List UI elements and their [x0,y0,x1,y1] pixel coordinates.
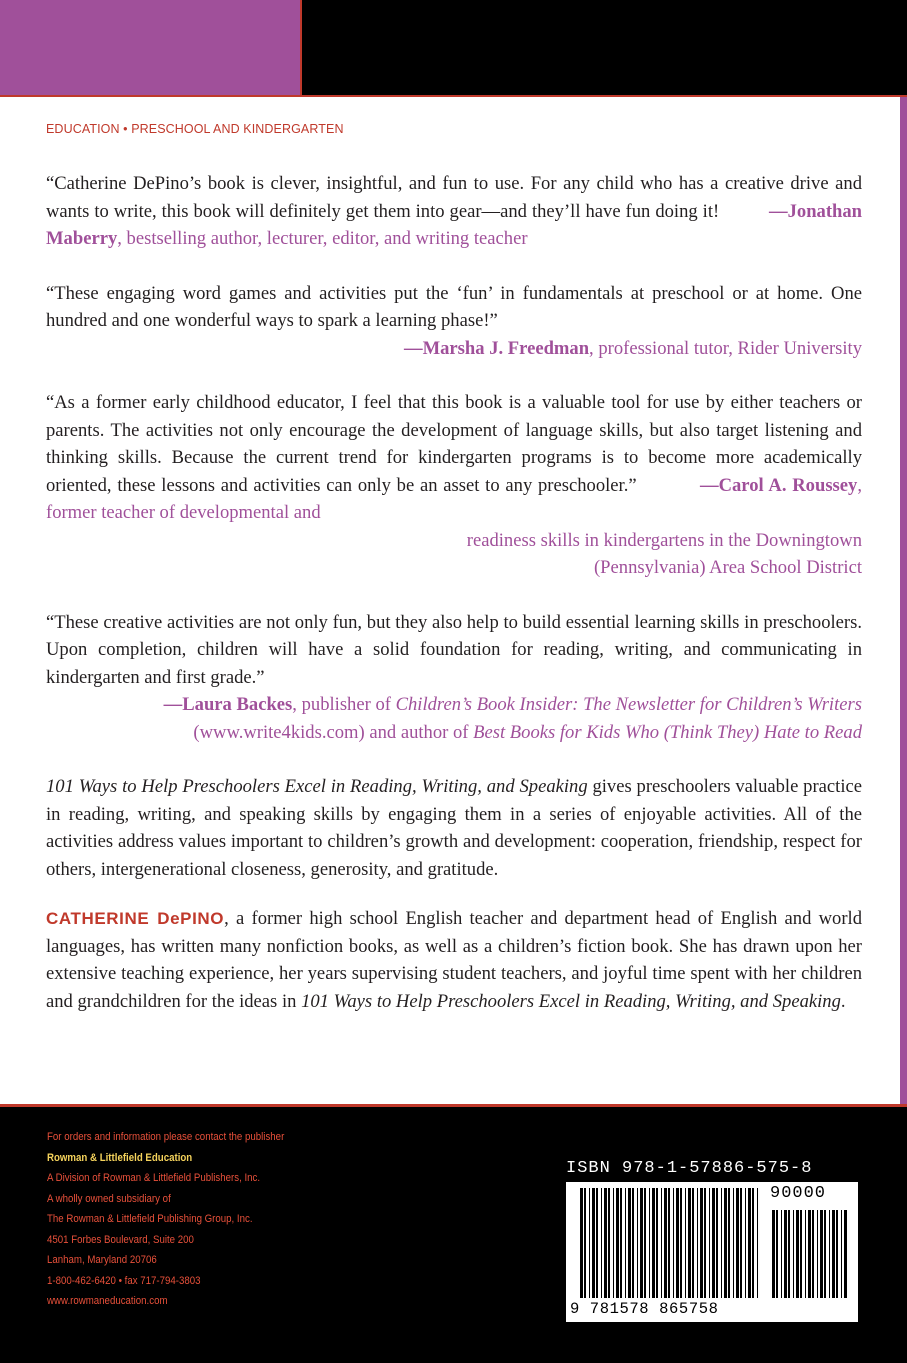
barcode-bar [728,1188,730,1298]
barcode-bar [649,1188,650,1298]
quote-text: “These creative activities are not only fun, but they also help to build essential learning skills in preschoolers. Upon completion, children will have a solid foundation for reading, writing, and communicating in kindergarten and first grade.” [46,611,862,688]
barcode-bar [673,1188,674,1298]
barcode-bar [824,1210,826,1298]
top-purple-panel [0,0,302,97]
quote-text: “Catherine DePino’s book is clever, insightful, and fun to use. For any child who has a creative drive and wants to write, this book will definitely get them into gear—and they’ll have fun doing it! [46,173,862,222]
barcode-bar [817,1210,818,1298]
barcode-bar [580,1188,583,1298]
barcode-bar [844,1210,847,1298]
barcode-bar [608,1188,610,1298]
barcode-bar [589,1188,590,1298]
barcode-bar [709,1188,710,1298]
barcode-bar [832,1210,835,1298]
barcode-bar [625,1188,626,1298]
barcode-bar [652,1188,655,1298]
barcode-bar [812,1210,814,1298]
isbn-label: ISBN 978-1-57886-575-8 [566,1159,813,1178]
barcode-bar [788,1210,790,1298]
book-description: 101 Ways to Help Preschoolers Excel in Reading, Writing, and Speaking gives preschoolers valuable practice in reading, writing, and speaking skills by engaging them in a series of enjoyable activities. All of the activities address values important to children’s growth and development: cooperation, friendship, respect for others, intergenerational closeness, generosity, and gratitude. [46,776,862,880]
barcode-bar [644,1188,646,1298]
barcode-bar [829,1210,830,1298]
barcode-bar [805,1210,806,1298]
barcode-bar [628,1188,631,1298]
price-code: 90000 [770,1184,827,1203]
barcode-bar [601,1188,602,1298]
barcode-bar [640,1188,643,1298]
barcode-bar [757,1188,758,1298]
top-black-panel [302,0,907,97]
quote-3 [46,389,862,582]
barcode-bar [772,1210,775,1298]
barcode-bar [584,1188,586,1298]
book-title: 101 Ways to Help Preschoolers Excel in Reading, Writing, and Speaking [46,776,588,797]
barcode-bars-icon [572,1188,852,1300]
barcode-bar [836,1210,838,1298]
barcode-bar [680,1188,682,1298]
barcode-bar [736,1188,739,1298]
barcode-bar [604,1188,607,1298]
barcode-bar [661,1188,662,1298]
barcode-bar [784,1210,787,1298]
barcode-digits: 9 781578 865758 [570,1300,719,1318]
back-cover-text [46,170,862,1015]
barcode-bar [716,1188,718,1298]
barcode-bar [745,1188,746,1298]
barcode-bar [704,1188,706,1298]
barcode-bar [688,1188,691,1298]
barcode-bar [808,1210,811,1298]
barcode-bar [800,1210,802,1298]
barcode-bar [664,1188,667,1298]
publisher-name: Rowman & Littlefield Education [47,1151,193,1164]
barcode-bar [676,1188,679,1298]
barcode-bar [616,1188,619,1298]
barcode-bar [697,1188,698,1298]
barcode-bar [637,1188,638,1298]
quote-text: “As a former early childhood educator, I feel that this book is a valuable tool for use by either teachers or parents. The activities not only encourage the development of language skills, but also target listening and thinking skills. Because the current trend for kindergarten programs is to become more academically oriented, these lessons and activities can only be an asset to any preschooler.” [46,392,862,496]
quote-2 [46,280,862,363]
barcode-bar [692,1188,694,1298]
quote-attribution: —Jonathan Maberry, bestselling author, lecturer, editor, and writing teacher [46,200,862,249]
publisher-website: www.rowmaneducation.com [47,1295,168,1307]
barcode-bar [592,1188,595,1298]
book-title-ref: 101 Ways to Help Preschoolers Excel in Reading, Writing, and Speaking [301,990,841,1012]
quote-attribution-line2: (www.write4kids.com) and author of Best Books for Kids Who (Think They) Hate to Read [193,721,862,743]
barcode-bar [793,1210,794,1298]
barcode-bar [620,1188,622,1298]
quote-text: “These engaging word games and activities put the ‘fun’ in fundamentals at preschool or at home. One hundred and one wonderful ways to spark a learning phase!” [46,282,862,331]
barcode-bar [781,1210,782,1298]
barcode-bar [740,1188,742,1298]
publisher-info: For orders and information please contact the publisher Rowman & Littlefield Education A Division of Rowman & Littlefield Publishers, Inc. A wholly owned subsidiary of The Rowman & Littlefield Publishing Group, Inc. 4501 Forbes Boulevard, Suite 200 Lanham, Maryland 20706 1-800-462-6420 • fax 717-794-3803 www.rowmaneducation.com [47,1127,284,1312]
quote-attribution-line3: (Pennsylvania) Area School District [593,557,862,578]
barcode-bar [748,1188,751,1298]
barcode-bar [820,1210,823,1298]
author-name: CATHERINE DePINO [46,909,225,928]
quote-attribution: —Carol A. Roussey, former teacher of developmental and [46,474,862,523]
quote-attribution-line2: readiness skills in kindergartens in the Downingtown [466,529,862,551]
quote-attribution: —Laura Backes, publisher of Children’s Book Insider: The Newsletter for Children’s Writers [163,694,862,715]
quote-4 [46,609,862,747]
barcode [566,1182,858,1322]
barcode-bar [685,1188,686,1298]
barcode-bar [776,1210,778,1298]
barcode-bar [841,1210,842,1298]
barcode-bar [721,1188,722,1298]
quote-attribution: —Marsha J. Freedman, professional tutor, Rider University [403,337,862,359]
category-label: EDUCATION • PRESCHOOL AND KINDERGARTEN [46,122,344,136]
barcode-bar [752,1188,754,1298]
barcode-bar [613,1188,614,1298]
barcode-bar [724,1188,727,1298]
barcode-bar [668,1188,670,1298]
barcode-bar [700,1188,703,1298]
barcode-bar [733,1188,734,1298]
barcode-bar [656,1188,658,1298]
quote-1 [46,170,862,253]
barcode-bar [596,1188,598,1298]
right-purple-stripe [900,97,907,1104]
barcode-bar [632,1188,634,1298]
barcode-bar [796,1210,799,1298]
author-bio: CATHERINE DePINO, a former high school English teacher and department head of English and world languages, has written many nonfiction books, as well as a children’s fiction book. She has drawn upon her extensive teaching experience, her years supervising student teachers, and joyful time spent with her children and grandchildren for the ideas in 101 Ways to Help Preschoolers Excel in Reading, Writing, and Speaking. [46,908,862,1012]
barcode-bar [712,1188,715,1298]
